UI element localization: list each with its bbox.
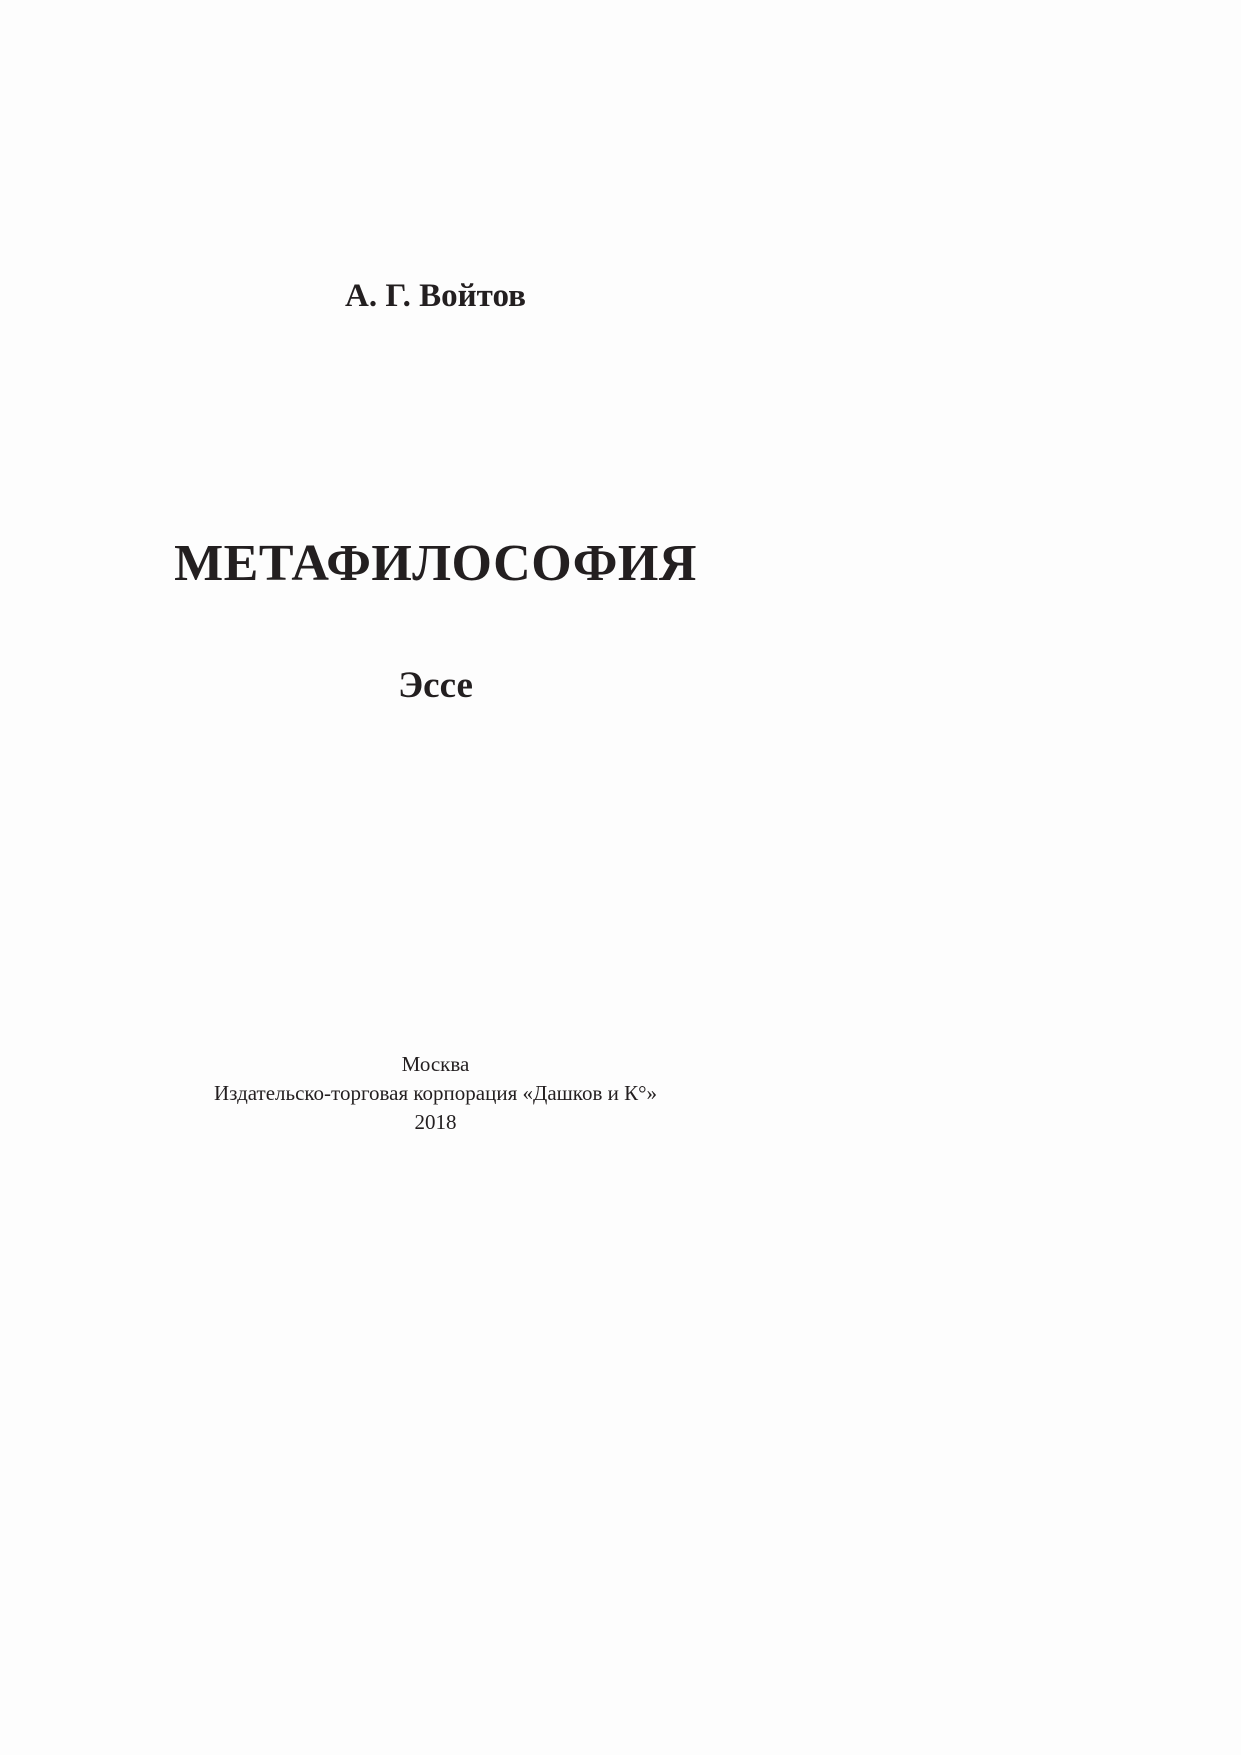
imprint-year: 2018 [414, 1110, 457, 1134]
publisher-imprint [0, 1050, 871, 1137]
book-subtitle: Эссе [398, 665, 473, 706]
book-author: А. Г. Войтов [345, 278, 526, 314]
imprint-publisher: Издательско-торговая корпорация «Дашков и К°» [214, 1081, 657, 1105]
book-title: МЕТАФИЛОСОФИЯ [174, 535, 697, 592]
imprint-city: Москва [401, 1052, 470, 1076]
